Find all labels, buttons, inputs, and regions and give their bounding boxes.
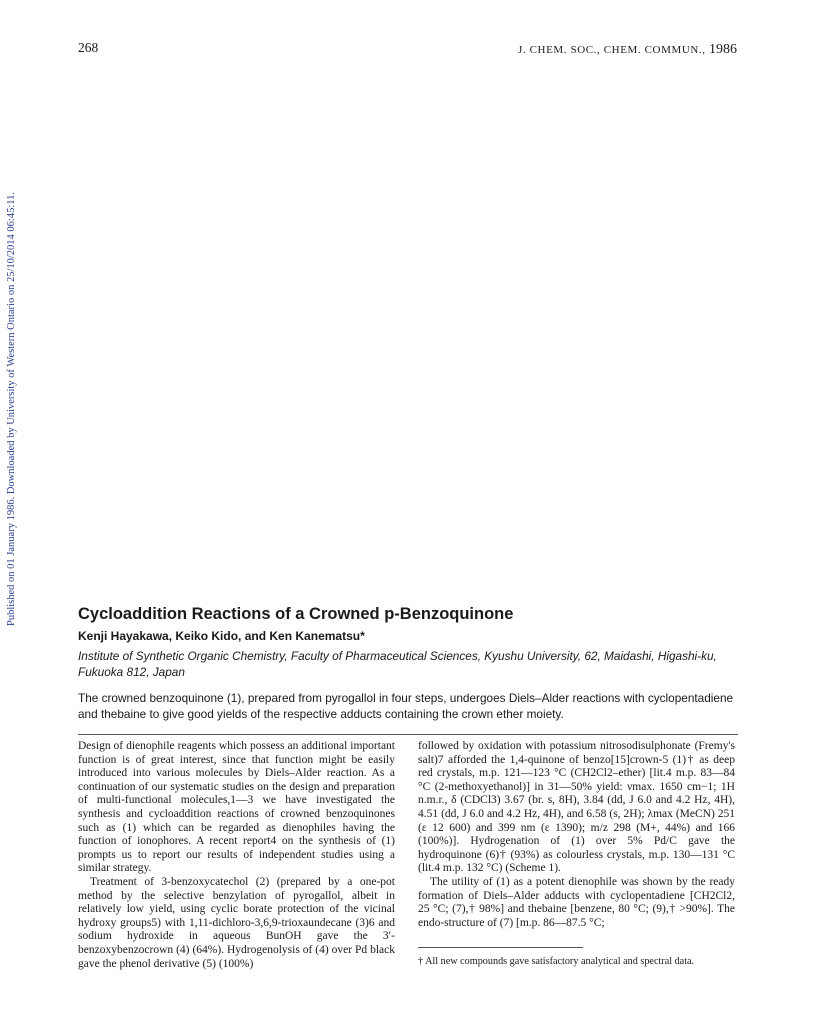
journal-header [518,42,737,58]
paragraph: The utility of (1) as a potent dienophile was shown by the ready formation of Diels–Alder adducts with cyclopentadiene [CH2Cl2, 25 °C; (7),† 98%] and thebaine [benzene, 80 °C; (9),† >90%]. The endo-structure of (7) [m.p. 86—87.5 °C; [418,875,735,929]
paragraph: Treatment of 3-benzoxycatechol (2) (prepared by a one-pot method by the selective benzylation of pyrogallol, albeit in relatively low yield, using cyclic borate protection of the vicinal hydroxy groups5) with 1,11-dichloro-3,6,9-trioxaundecane (3)6 and sodium hydroxide in aqueous BunOH gave the 3′-benzoxybenzocrown (4) (64%). Hydrogenolysis of (4) over Pd black gave the phenol derivative (5) (100%) [78,875,395,970]
article-title: Cycloaddition Reactions of a Crowned p-Benzoquinone [78,605,514,623]
body-column-right [418,740,735,930]
abstract-divider [78,734,738,735]
journal-year: 1986 [709,42,737,57]
journal-name: J. CHEM. SOC., CHEM. COMMUN., [518,44,706,56]
page-number: 268 [78,40,99,55]
footnote: † All new compounds gave satisfactory analytical and spectral data. [418,956,695,967]
paragraph: followed by oxidation with potassium nitrosodisulphonate (Fremy's salt)7 afforded the 1,4-quinone of benzo[15]crown-5 (1)† as deep red crystals, m.p. 121—123 °C (CH2Cl2–ether) [lit.4 m.p. 83—84 °C (2-methoxyethanol)] in 31—50% yield: νmax. 1650 cm−1; 1H n.m.r., δ (CDCl3) 3.67 (br. s, 8H), 3.84 (dd, J 6.0 and 4.2 Hz, 4H), 4.51 (dd, J 6.0 and 4.2 Hz, 4H), and 6.58 (s, 2H); λmax (MeCN) 251 (ε 12 600) and 399 nm (ε 1390); m/z 298 (M+, 44%) and 166 (100%)]. Hydrogenation of (1) over 5% Pd/C gave the hydroquinone (6)† (93%) as colourless crystals, m.p. 130—131 °C (lit.4 m.p. 132 °C) (Scheme 1). [418,740,735,875]
paragraph: Design of dienophile reagents which possess an additional important function is of great interest, since that function might be easily introduced into various molecules by Diels–Alder reaction. As a continuation of our systematic studies on the design and preparation of multi-functional molecules,1—3 we have investigated the synthesis and cycloaddition reactions of crowned benzoquinones such as (1) which can be regarded as dienophiles having the function of ionophores. A recent report4 on the synthesis of (1) prompts us to report our results of independent studies using a similar strategy. [78,740,395,875]
authors: Kenji Hayakawa, Keiko Kido, and Ken Kanematsu* [78,629,365,643]
body-column-left [78,740,395,971]
footnote-divider [418,947,583,948]
affiliation: Institute of Synthetic Organic Chemistry, Faculty of Pharmaceutical Sciences, Kyushu University, 62, Maidashi, Higashi-ku, Fukuoka 812, Japan [78,649,717,679]
download-stamp[interactable]: Published on 01 January 1986. Downloaded by University of Western Ontario on 25/10/2014 06:45:11. [6,192,17,626]
abstract: The crowned benzoquinone (1), prepared from pyrogallol in four steps, undergoes Diels–Alder reactions with cyclopentadiene and thebaine to give good yields of the respective adducts containing the crown ether moiety. [78,691,734,721]
